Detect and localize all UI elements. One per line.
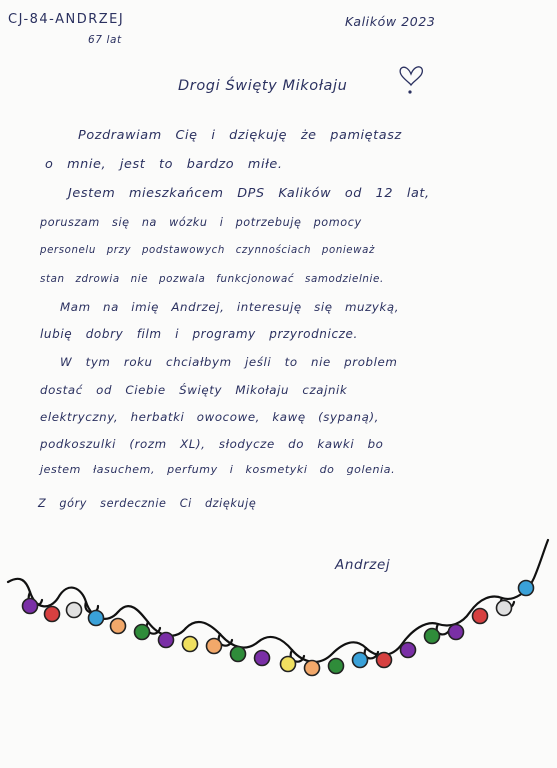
garland-wire-loops — [29, 592, 514, 662]
garland-bulb — [425, 629, 440, 644]
garland-bulb — [255, 651, 270, 666]
garland-bulb — [231, 647, 246, 662]
letter-line-14: Z góry serdecznie Ci dziękuję — [38, 497, 257, 510]
letter-line-7: Mam na imię Andrzej, interesuję się muzyką, — [60, 300, 400, 314]
garland-bulb — [281, 657, 296, 672]
garland-bulb — [449, 625, 464, 640]
letter-line-8: lubię dobry film i programy przyrodnicze. — [40, 327, 358, 341]
garland-bulb — [67, 603, 82, 618]
garland-bulb — [497, 601, 512, 616]
letter-line-2: o mnie, jest to bardzo miłe. — [45, 157, 283, 172]
letter-line-10: dostać od Ciebie Święty Mikołaju czajnik — [40, 383, 348, 397]
signature: Andrzej — [335, 557, 391, 573]
letter-line-4: poruszam się na wózku i potrzebuję pomocy — [40, 216, 362, 229]
garland-bulb — [401, 643, 416, 658]
garland-bulb — [329, 659, 344, 674]
garland-bulb — [305, 661, 320, 676]
heart-doodle-icon — [396, 58, 426, 98]
letter-line-13: jestem łasuchem, perfumy i kosmetyki do golenia. — [40, 463, 396, 476]
salutation: Drogi Święty Mikołaju — [178, 78, 348, 94]
author-age: 67 lat — [88, 34, 122, 46]
letter-code: CJ-84-ANDRZEJ — [8, 12, 125, 27]
letter-line-3: Jestem mieszkańcem DPS Kalików od 12 lat, — [68, 186, 430, 201]
garland-bulb — [473, 609, 488, 624]
letter-line-12: podkoszulki (rozm XL), słodycze do kawki bo — [40, 437, 384, 451]
garland-bulb — [519, 581, 534, 596]
garland-bulb — [111, 619, 126, 634]
garland-bulb — [159, 633, 174, 648]
place-date: Kalików 2023 — [345, 14, 436, 29]
garland-bulb — [45, 607, 60, 622]
garland-bulb — [135, 625, 150, 640]
letter-line-6: stan zdrowia nie pozwala funkcjonować samodzielnie. — [40, 273, 384, 285]
letter-line-5: personelu przy podstawowych czynnościach ponieważ — [40, 245, 375, 256]
garland-bulb — [353, 653, 368, 668]
letter-line-1: Pozdrawiam Cię i dziękuję że pamiętasz — [78, 128, 402, 143]
garland-bulb — [89, 611, 104, 626]
garland-bulb — [207, 639, 222, 654]
garland-bulb — [183, 637, 198, 652]
garland-wire — [8, 540, 548, 662]
garland-bulb — [377, 653, 392, 668]
letter-line-11: elektryczny, herbatki owocowe, kawę (sypaną), — [40, 410, 380, 424]
letter-line-9: W tym roku chciałbym jeśli to nie problem — [60, 355, 398, 369]
christmas-lights-garland-icon — [0, 520, 557, 720]
garland-bulb — [23, 599, 38, 614]
